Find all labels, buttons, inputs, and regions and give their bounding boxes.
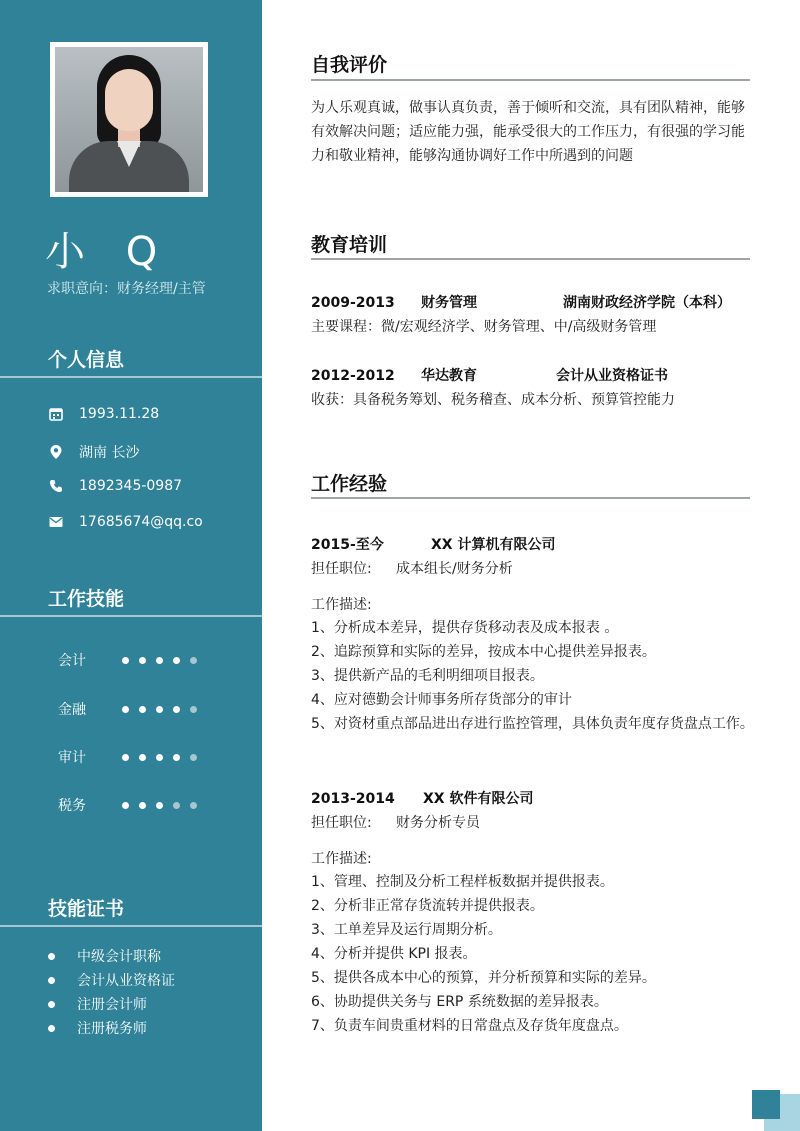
skill-audit [58, 747, 197, 767]
job-company: XX 软件有限公司 [423, 791, 534, 807]
skill-finance [58, 699, 197, 719]
list-item: 2、分析非正常存货流转并提供报表。 [311, 898, 544, 914]
rating-dot-filled [156, 802, 163, 809]
list-item: 1、分析成本差异，提供存货移动表及成本报表 。 [311, 620, 619, 636]
edu-entry-2-header [311, 365, 668, 385]
job-1-duties [311, 616, 754, 736]
rating-dot-filled [173, 754, 180, 761]
skill-label: 金融 [58, 702, 86, 718]
rating-dot-filled [156, 706, 163, 713]
self-eval-divider [311, 79, 750, 81]
rating-dot-empty [173, 802, 180, 809]
list-item: 7、负责车间贵重材料的日常盘点及存货年度盘点。 [311, 1018, 628, 1034]
certs-title: 技能证书 [48, 898, 125, 920]
rating-dot-filled [173, 706, 180, 713]
rating-dot-empty [190, 754, 197, 761]
skills-divider [0, 615, 262, 617]
personal-info-title: 个人信息 [48, 349, 125, 371]
cert-item: 会计从业资格证 [48, 968, 175, 992]
personal-info-divider [0, 376, 262, 378]
cert-item: 注册会计师 [48, 992, 175, 1016]
skill-tax [58, 795, 197, 815]
list-item: 1、管理、控制及分析工程样板数据并提供报表。 [311, 874, 614, 890]
cert-item: 注册税务师 [48, 1016, 175, 1040]
job-1-position: 担任职位: 成本组长/财务分析 [311, 561, 513, 577]
list-item: 5、提供各成本中心的预算，并分析预算和实际的差异。 [311, 970, 656, 986]
info-email [48, 514, 203, 530]
job-1-header [311, 534, 555, 554]
education-title: 教育培训 [311, 234, 388, 256]
education-divider [311, 258, 750, 260]
portrait-image [55, 47, 203, 192]
job-company: XX 计算机有限公司 [431, 537, 556, 553]
rating-dot-empty [190, 802, 197, 809]
skill-rating [122, 706, 197, 713]
list-item: 5、对资材重点部品进出存进行监控管理，具体负责年度存货盘点工作。 [311, 716, 754, 732]
skills-title: 工作技能 [48, 588, 125, 610]
job-period: 2013-2014 [311, 791, 395, 807]
edu-school: 湖南财政经济学院（本科） [563, 295, 731, 311]
skill-label: 税务 [58, 798, 86, 814]
edu-entry-1-detail: 主要课程：微/宏观经济学、财务管理、中/高级财务管理 [311, 319, 657, 335]
list-item: 3、工单差异及运行周期分析。 [311, 922, 502, 938]
job-2-desc-label: 工作描述: [311, 851, 372, 867]
list-item: 3、提供新产品的毛利明细项目报表。 [311, 668, 544, 684]
skill-label: 审计 [58, 750, 86, 766]
info-birthdate [48, 406, 159, 422]
corner-decoration-dark [752, 1090, 780, 1119]
job-2-duties [311, 870, 656, 1038]
edu-entry-2-detail: 收获：具备税务筹划、税务稽查、成本分析、预算管控能力 [311, 392, 675, 408]
sidebar [0, 0, 262, 1131]
list-item: 2、追踪预算和实际的差异，按成本中心提供差异报表。 [311, 644, 656, 660]
rating-dot-filled [139, 657, 146, 664]
rating-dot-empty [190, 706, 197, 713]
rating-dot-filled [156, 657, 163, 664]
edu-major: 财务管理 [421, 295, 477, 311]
job-2-header [311, 788, 533, 808]
cert-item: 中级会计职称 [48, 944, 175, 968]
rating-dot-filled [173, 657, 180, 664]
rating-dot-filled [122, 802, 129, 809]
skill-accounting [58, 650, 197, 670]
work-divider [311, 497, 750, 499]
info-location-text: 湖南 长沙 [79, 445, 140, 461]
job-period: 2015-至今 [311, 537, 384, 553]
phone-icon [48, 478, 64, 494]
candidate-name: 小 Q [45, 229, 172, 275]
rating-dot-filled [156, 754, 163, 761]
info-birthdate-text: 1993.11.28 [79, 406, 160, 422]
mail-icon [48, 514, 64, 530]
list-item: 6、协助提供关务与 ERP 系统数据的差异报表。 [311, 994, 608, 1010]
info-email-text: 17685674@qq.co [79, 514, 203, 530]
rating-dot-filled [139, 802, 146, 809]
edu-major: 华达教育 [421, 368, 477, 384]
self-eval-title: 自我评价 [311, 54, 388, 76]
edu-entry-1-header [311, 292, 731, 312]
skill-rating [122, 657, 197, 664]
cert-list [48, 944, 175, 1040]
skill-rating [122, 754, 197, 761]
list-item: 4、分析并提供 KPI 报表。 [311, 946, 477, 962]
skill-label: 会计 [58, 653, 86, 669]
rating-dot-empty [190, 657, 197, 664]
edu-school: 会计从业资格证书 [556, 368, 668, 384]
work-title: 工作经验 [311, 473, 388, 495]
rating-dot-filled [139, 706, 146, 713]
rating-dot-filled [139, 754, 146, 761]
skill-rating [122, 802, 197, 809]
info-phone-text: 1892345-0987 [79, 478, 183, 494]
rating-dot-filled [122, 657, 129, 664]
certs-divider [0, 925, 262, 927]
job-1-desc-label: 工作描述: [311, 597, 372, 613]
job-intent: 求职意向：财务经理/主管 [47, 281, 206, 297]
calendar-icon [48, 406, 64, 422]
rating-dot-filled [122, 706, 129, 713]
profile-photo [50, 42, 208, 197]
info-phone [48, 478, 182, 494]
rating-dot-filled [122, 754, 129, 761]
location-pin-icon [48, 444, 64, 460]
info-location [48, 442, 139, 462]
job-2-position: 担任职位: 财务分析专员 [311, 815, 480, 831]
list-item: 4、应对德勤会计师事务所存货部分的审计 [311, 692, 572, 708]
self-eval-text: 为人乐观真诚，做事认真负责，善于倾听和交流，具有团队精神，能够有效解决问题；适应能力强，能承受很大的工作压力，有很强的学习能力和敬业精神，能够沟通协调好工作中所遇到的问题 [311, 100, 745, 164]
edu-period: 2009-2013 [311, 295, 395, 311]
edu-period: 2012-2012 [311, 368, 395, 384]
